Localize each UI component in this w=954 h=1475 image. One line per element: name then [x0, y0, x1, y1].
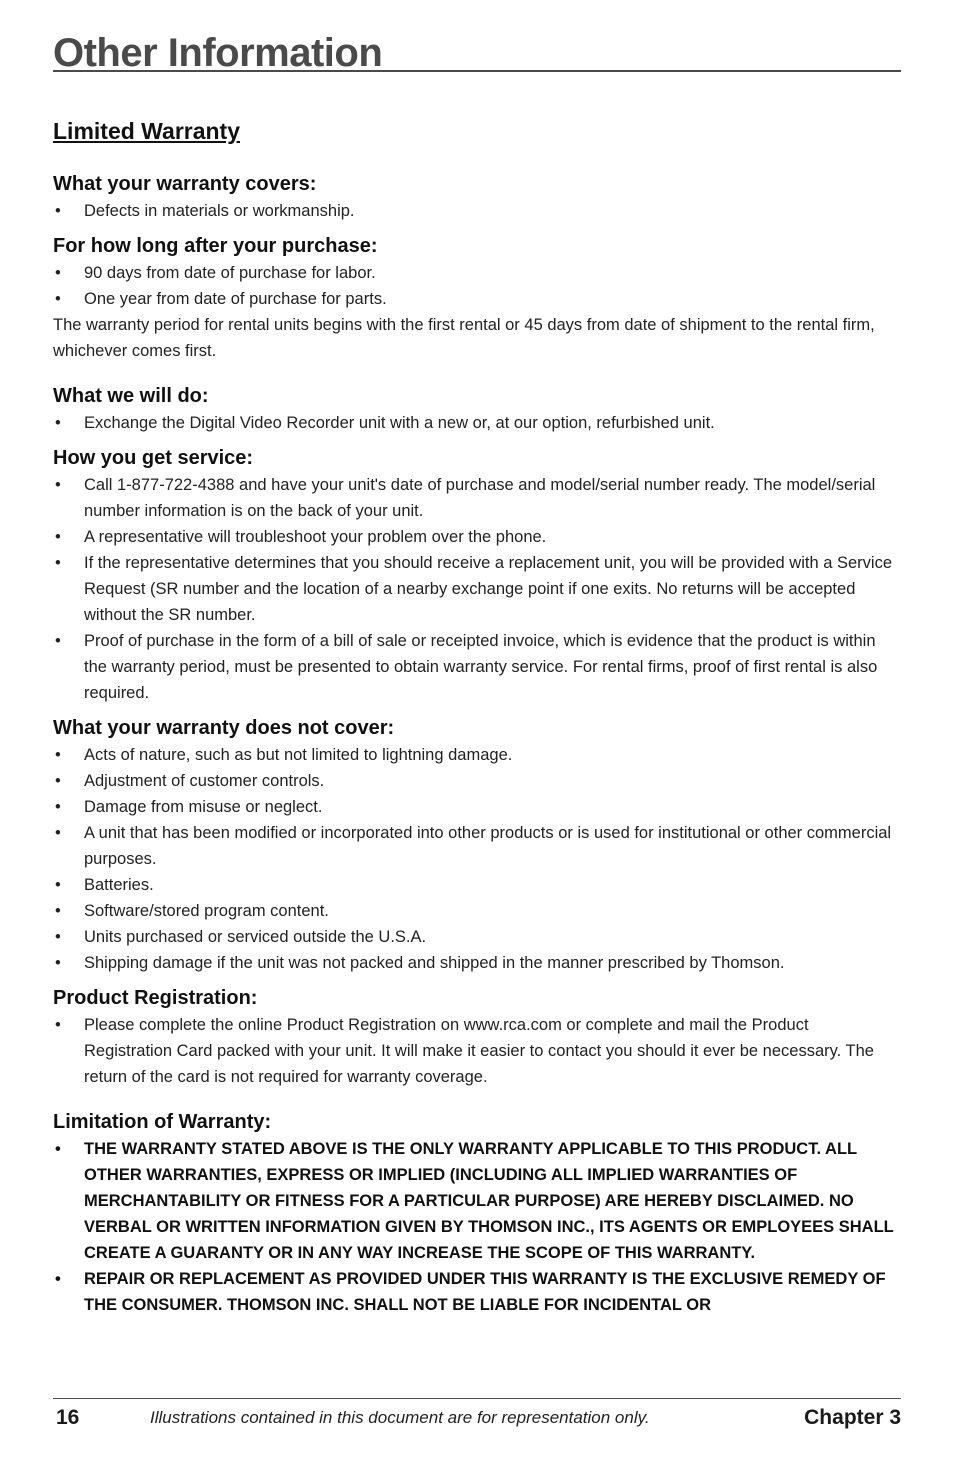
not-covered-list: [53, 742, 901, 976]
list-item: • Proof of purchase in the form of a bill of sale or receipted invoice, which is evidence that the product is within the warranty period, must be presented to obtain warranty service. For rental firms, proof of first rental is also required.: [53, 628, 901, 706]
list-item: • Batteries.: [53, 872, 901, 898]
list-item: • Acts of nature, such as but not limited to lightning damage.: [53, 742, 901, 768]
list-item: • Software/stored program content.: [53, 898, 901, 924]
registration-section: [53, 984, 901, 1090]
list-item: • REPAIR OR REPLACEMENT AS PROVIDED UNDER THIS WARRANTY IS THE EXCLUSIVE REMEDY OF THE CONSUMER. THOMSON INC. SHALL NOT BE LIABLE FOR INCIDENTAL OR: [53, 1266, 901, 1318]
list-item: • 90 days from date of purchase for labor.: [53, 260, 901, 286]
chapter-label: Chapter 3: [804, 1406, 901, 1429]
service-section: [53, 444, 901, 706]
list-item: • One year from date of purchase for parts.: [53, 286, 901, 312]
page-number: 16: [56, 1406, 80, 1429]
service-heading: How you get service:: [53, 447, 254, 469]
list-item: • Please complete the online Product Registration on www.rca.com or complete and mail the Product Registration Card packed with your unit. It will make it easier to contact you should it ever be necessary. The return of the card is not required for warranty coverage.: [53, 1012, 901, 1090]
footer-divider: [53, 1398, 901, 1399]
list-item: • A representative will troubleshoot your problem over the phone.: [53, 524, 901, 550]
registration-list: [53, 1012, 901, 1090]
service-list: [53, 472, 901, 706]
covers-heading: What your warranty covers:: [53, 173, 317, 195]
limitation-section: [53, 1108, 901, 1318]
warranty-content: [53, 114, 901, 1326]
list-item: • Defects in materials or workmanship.: [53, 198, 901, 224]
list-item: • Damage from misuse or neglect.: [53, 794, 901, 820]
not-covered-heading: What your warranty does not cover:: [53, 717, 395, 739]
list-item: • Shipping damage if the unit was not packed and shipped in the manner prescribed by Thomson.: [53, 950, 901, 976]
duration-heading: For how long after your purchase:: [53, 235, 378, 257]
footer-note: Illustrations contained in this document are for representation only.: [150, 1408, 650, 1427]
section-title: Limited Warranty: [53, 118, 241, 144]
page-title: Other Information: [53, 30, 901, 72]
list-item: • Units purchased or serviced outside the U.S.A.: [53, 924, 901, 950]
duration-section: [53, 232, 901, 364]
list-item: • A unit that has been modified or incorporated into other products or is used for institutional or other commercial purposes.: [53, 820, 901, 872]
what-we-do-section: [53, 382, 901, 436]
list-item: • THE WARRANTY STATED ABOVE IS THE ONLY WARRANTY APPLICABLE TO THIS PRODUCT. ALL OTHER WARRANTIES, EXPRESS OR IMPLIED (INCLUDING ALL IMPLIED WARRANTIES OF MERCHANTABILITY OR FITNESS FOR A PARTICULAR PURPOSE) ARE HEREBY DISCLAIMED. NO VERBAL OR WRITTEN INFORMATION GIVEN BY THOMSON INC., ITS AGENTS OR EMPLOYEES SHALL CREATE A GUARANTY OR IN ANY WAY INCREASE THE SCOPE OF THIS WARRANTY.: [53, 1136, 901, 1266]
registration-heading: Product Registration:: [53, 987, 258, 1009]
page-footer: [56, 1406, 901, 1440]
not-covered-section: [53, 714, 901, 976]
list-item: • If the representative determines that you should receive a replacement unit, you will be provided with a Service Request (SR number and the location of a nearby exchange point if one exits. No returns will be accepted without the SR number.: [53, 550, 901, 628]
list-item: • Exchange the Digital Video Recorder unit with a new or, at our option, refurbished unit.: [53, 410, 901, 436]
covers-section: [53, 170, 901, 224]
rental-paragraph: The warranty period for rental units begins with the first rental or 45 days from date of shipment to the rental firm, whichever comes first.: [53, 316, 875, 360]
what-we-do-heading: What we will do:: [53, 385, 209, 407]
limitation-list: [53, 1136, 901, 1318]
list-item: • Adjustment of customer controls.: [53, 768, 901, 794]
covers-list: [53, 198, 901, 224]
what-we-do-list: [53, 410, 901, 436]
list-item: • Call 1-877-722-4388 and have your unit's date of purchase and model/serial number ready. The model/serial number information is on the back of your unit.: [53, 472, 901, 524]
duration-list: [53, 260, 901, 312]
limitation-heading: Limitation of Warranty:: [53, 1111, 272, 1133]
